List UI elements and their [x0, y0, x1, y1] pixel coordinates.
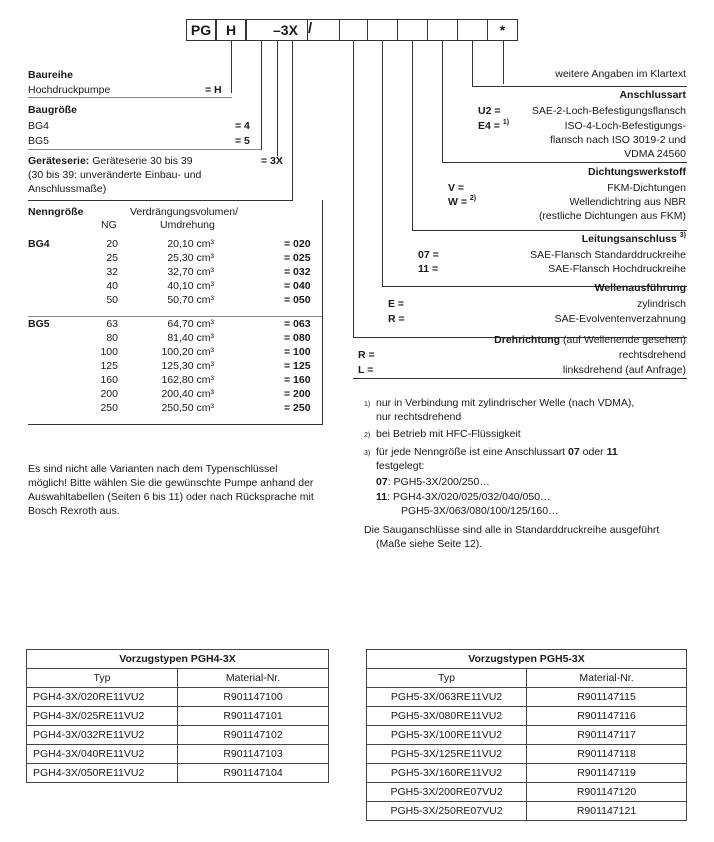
vol-value: 20,10 cm³: [167, 238, 214, 250]
table-cell-typ: PGH5-3X/125RE11VU2: [367, 745, 527, 764]
welle-e-text: zylindrisch: [636, 298, 686, 310]
table-row: [27, 726, 329, 745]
note-line: möglich! Bitte wählen Sie die gewünschte Pumpe anhand der: [28, 477, 314, 489]
footnote-1-line1: nur in Verbindung mit zylindrischer Welle (nach VDMA),: [376, 397, 635, 409]
nenngroesse-vol-header1: Verdrängungsvolumen/: [130, 206, 238, 218]
leitung-title: Leitungsanschluss: [581, 233, 677, 245]
dreh-title: Drehrichtung: [494, 334, 561, 346]
vol-value: 32,70 cm³: [167, 266, 214, 278]
table-row: [27, 688, 329, 707]
table-cell-typ: PGH5-3X/100RE11VU2: [367, 726, 527, 745]
note-line: Es sind nicht alle Varianten nach dem Typenschlüssel: [28, 463, 278, 475]
anschlussart-e4-line: VDMA 24560: [624, 148, 686, 160]
vol-value: 250,50 cm³: [161, 402, 214, 414]
anschlussart-u2-code: U2 =: [478, 105, 501, 117]
footnote-marker: 1): [364, 401, 371, 408]
vol-value: 125,30 cm³: [161, 360, 214, 372]
ng-code: = 200: [284, 388, 311, 400]
table-cell-material: R901147101: [178, 707, 329, 726]
ng-code: = 250: [284, 402, 311, 414]
ng-code: = 125: [284, 360, 311, 372]
footnote-3-bold: 07: [568, 446, 580, 458]
ng-code: = 050: [284, 294, 311, 306]
table-cell-typ: PGH4-3X/025RE11VU2: [27, 707, 178, 726]
table-header: Material-Nr.: [527, 669, 687, 688]
table-cell-typ: PGH5-3X/200RE07VU2: [367, 783, 527, 802]
ng-value: 200: [100, 388, 118, 400]
footnote-3-line1: für jede Nenngröße ist eine Anschlussart: [376, 446, 566, 458]
table-row: [367, 688, 687, 707]
ng-value: 50: [106, 294, 118, 306]
dichtung-v-code: V =: [448, 182, 465, 194]
footnote-1-line2: nur rechtsdrehend: [376, 411, 462, 423]
nenngroesse-group-bg5: BG5: [28, 318, 50, 330]
table-row: [367, 707, 687, 726]
ng-value: 80: [106, 332, 118, 344]
dichtung-v-text: FKM-Dichtungen: [607, 182, 686, 194]
table-cell-typ: PGH4-3X/050RE11VU2: [27, 764, 178, 783]
dichtung-title: Dichtungswerkstoff: [587, 166, 686, 178]
ng-value: 25: [106, 252, 118, 264]
footnote-3-11-text2: PGH5-3X/063/080/100/125/160…: [401, 505, 559, 517]
welle-e-code: E =: [388, 298, 405, 310]
table-row: [27, 745, 329, 764]
table-row: [367, 764, 687, 783]
table-row: [367, 783, 687, 802]
table-row: [27, 764, 329, 783]
dreh-r-code: R =: [358, 349, 375, 361]
leitung-11-text: SAE-Flansch Hochdruckreihe: [548, 263, 686, 275]
footnote-ref: 1): [502, 118, 510, 126]
geraeteserie-code: = 3X: [261, 155, 283, 167]
table-header: Typ: [367, 669, 527, 688]
leitung-07-code: 07 =: [418, 249, 439, 261]
baureihe-row: Hochdruckpumpe: [28, 84, 111, 96]
typecode-cell-pg: PG: [186, 19, 216, 41]
dreh-r-text: rechtsdrehend: [618, 349, 686, 361]
table-cell-typ: PGH5-3X/160RE11VU2: [367, 764, 527, 783]
welle-r-code: R =: [388, 313, 405, 325]
ng-code: = 063: [284, 318, 311, 330]
typecode-cell-drehrichtung: [340, 19, 368, 41]
table-pgh4: [26, 649, 329, 783]
footnote-marker: 2): [364, 432, 371, 439]
footnote-3-bold: 11: [606, 446, 618, 458]
dichtung-w-code: W =: [448, 196, 467, 208]
ng-code: = 160: [284, 374, 311, 386]
typecode-cell-anschluss: [458, 19, 488, 41]
table-row: [367, 726, 687, 745]
ng-code: = 025: [284, 252, 311, 264]
ng-value: 250: [100, 402, 118, 414]
dreh-title-rest: (auf Wellenende gesehen): [560, 334, 686, 346]
footnote-3-07-text: : PGH5-3X/200/250…: [387, 476, 490, 488]
leitung-11-code: 11 =: [418, 263, 439, 275]
dreh-l-text: linksdrehend (auf Anfrage): [562, 364, 686, 376]
ng-code: = 100: [284, 346, 311, 358]
table-cell-typ: PGH5-3X/080RE11VU2: [367, 707, 527, 726]
baureihe-title: Baureihe: [28, 69, 73, 81]
table-cell-typ: PGH4-3X/020RE11VU2: [27, 688, 178, 707]
saug-line: (Maße siehe Seite 12).: [376, 538, 483, 550]
table-cell-material: R901147116: [527, 707, 687, 726]
vol-value: 50,70 cm³: [167, 294, 214, 306]
typecode-cell-nenngroesse: [308, 19, 340, 41]
vol-value: 100,20 cm³: [161, 346, 214, 358]
baugroesse-bg4: BG4: [28, 120, 50, 132]
table-cell-material: R901147100: [178, 688, 329, 707]
table-cell-material: R901147104: [178, 764, 329, 783]
nenngroesse-title: Nenngröße: [28, 206, 84, 218]
footnote-ref: 2): [469, 194, 477, 202]
table-cell-typ: PGH5-3X/063RE11VU2: [367, 688, 527, 707]
table-cell-material: R901147118: [527, 745, 687, 764]
geraeteserie-note2: Anschlussmaße): [28, 183, 107, 195]
weitere-angaben: weitere Angaben im Klartext: [555, 68, 686, 80]
welle-r-text: SAE-Evolventenverzahnung: [554, 313, 686, 325]
table-header-row: [27, 669, 329, 688]
dichtung-w-text: Wellendichtring aus NBR: [569, 196, 686, 208]
vol-value: 200,40 cm³: [161, 388, 214, 400]
table-cell-material: R901147121: [527, 802, 687, 821]
nenngroesse-ng-header: NG: [101, 219, 117, 231]
table-pgh5: [366, 649, 687, 821]
table-header: Material-Nr.: [178, 669, 329, 688]
vol-value: 40,10 cm³: [167, 280, 214, 292]
baugroesse-title: Baugröße: [28, 104, 78, 116]
ng-value: 40: [106, 280, 118, 292]
vol-value: 64,70 cm³: [167, 318, 214, 330]
table-cell-material: R901147102: [178, 726, 329, 745]
ng-value: 100: [100, 346, 118, 358]
note-line: Bosch Rexroth aus.: [28, 505, 120, 517]
table-cell-material: R901147119: [527, 764, 687, 783]
table-row: [27, 707, 329, 726]
table-header-row: [367, 669, 687, 688]
geraeteserie-title: Geräteserie:: [28, 155, 90, 167]
ng-value: 160: [100, 374, 118, 386]
typecode-cell-weitere: *: [488, 19, 518, 41]
footnote-3-mid: oder: [579, 446, 607, 458]
footnote-3-07-label: 07: [376, 476, 388, 488]
anschlussart-e4-line: flansch nach ISO 3019-2 und: [549, 134, 686, 146]
footnote-ref: 3): [679, 231, 686, 239]
nenngroesse-vol-header2: Umdrehung: [160, 219, 215, 231]
leitung-07-text: SAE-Flansch Standarddruckreihe: [530, 249, 686, 261]
table-row: [367, 745, 687, 764]
typecode-slash: /: [308, 20, 313, 37]
nenngroesse-group-bg4: BG4: [28, 238, 50, 250]
table-caption: Vorzugstypen PGH5-3X: [367, 650, 687, 669]
baugroesse-bg4-code: = 4: [235, 120, 250, 132]
ng-code: = 040: [284, 280, 311, 292]
baugroesse-bg5-code: = 5: [235, 135, 250, 147]
table-caption: Vorzugstypen PGH4-3X: [27, 650, 329, 669]
table-row: [367, 802, 687, 821]
dichtung-w-text2: (restliche Dichtungen aus FKM): [538, 210, 686, 222]
ng-code: = 020: [284, 238, 311, 250]
vol-value: 25,30 cm³: [167, 252, 214, 264]
table-cell-typ: PGH4-3X/040RE11VU2: [27, 745, 178, 764]
geraeteserie-note1: (30 bis 39: unveränderte Einbau- und: [28, 169, 202, 181]
table-cell-typ: PGH5-3X/250RE07VU2: [367, 802, 527, 821]
typecode-cell-welle: [368, 19, 398, 41]
table-cell-material: R901147117: [527, 726, 687, 745]
footnote-3-11-label: 11: [376, 491, 388, 503]
anschlussart-e4-code: E4 =: [478, 120, 500, 132]
table-cell-typ: PGH4-3X/032RE11VU2: [27, 726, 178, 745]
typecode-cell-dichtung: [428, 19, 458, 41]
note-line: Auswahltabellen (Seiten 6 bis 11) oder nach Rücksprache mit: [28, 491, 314, 503]
footnote-marker: 3): [364, 450, 371, 457]
anschlussart-title: Anschlussart: [619, 89, 686, 101]
typecode-cell-h: H: [216, 19, 246, 41]
ng-value: 125: [100, 360, 118, 372]
footnote-3-line2: festgelegt:: [376, 460, 425, 472]
typecode-cell-leitung: [398, 19, 428, 41]
anschlussart-u2-text: SAE-2-Loch-Befestigungsflansch: [531, 105, 686, 117]
dreh-l-code: L =: [358, 364, 374, 376]
geraeteserie-text: Geräteserie 30 bis 39: [89, 155, 193, 167]
table-cell-material: R901147115: [527, 688, 687, 707]
ng-value: 32: [106, 266, 118, 278]
ng-code: = 080: [284, 332, 311, 344]
table-header: Typ: [27, 669, 178, 688]
table-cell-material: R901147103: [178, 745, 329, 764]
table-cell-material: R901147120: [527, 783, 687, 802]
footnote-2-line1: bei Betrieb mit HFC-Flüssigkeit: [376, 428, 521, 440]
vol-value: 81,40 cm³: [167, 332, 214, 344]
baureihe-code: = H: [205, 84, 222, 96]
typecode-cell-series: –3X: [246, 19, 308, 41]
anschlussart-e4-line: ISO-4-Loch-Befestigungs-: [564, 120, 686, 132]
ng-code: = 032: [284, 266, 311, 278]
saug-line: Die Sauganschlüsse sind alle in Standarddruckreihe ausgeführt: [364, 524, 660, 536]
vol-value: 162,80 cm³: [161, 374, 214, 386]
ng-value: 20: [106, 238, 118, 250]
baugroesse-bg5: BG5: [28, 135, 50, 147]
footnote-3-11-text: : PGH4-3X/020/025/032/040/050…: [387, 491, 551, 503]
welle-title: Wellenausführung: [594, 282, 686, 294]
ng-value: 63: [106, 318, 118, 330]
